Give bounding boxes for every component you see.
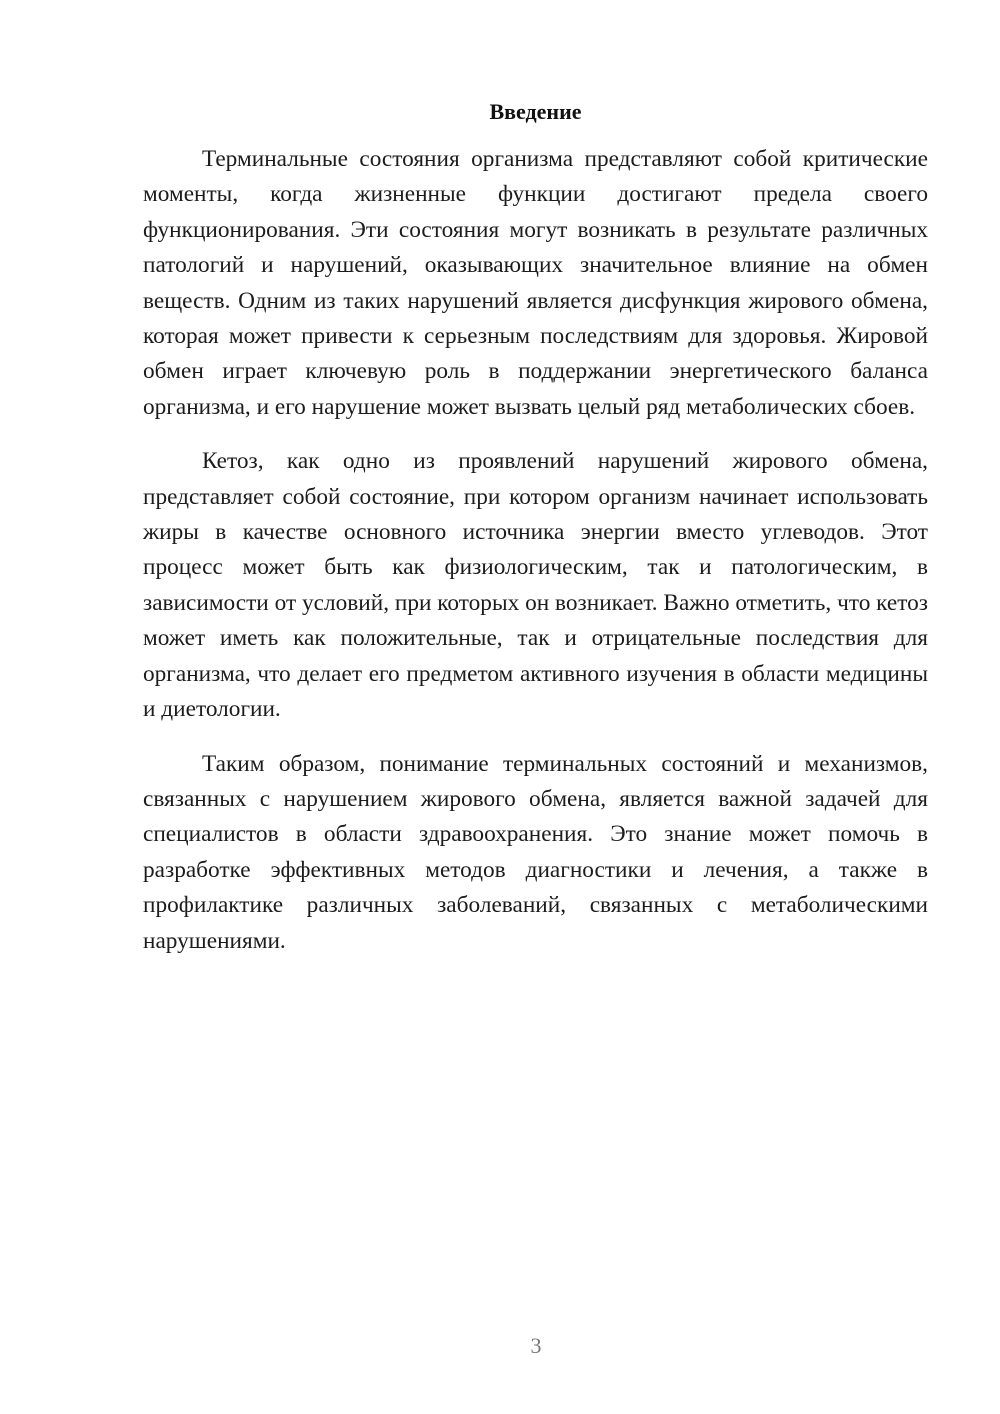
paragraph-3: Таким образом, понимание терминальных состояний и механизмов, связанных с нарушением жирового обмена, является важной задачей для специалистов в области здравоохранения. Это знание может помочь в разработке эффективных методов диагностики и лечения, а также в профилактике различных заболеваний, связанных с метаболическими нарушениями. xyxy=(143,750,928,954)
page-number: 3 xyxy=(530,1333,542,1358)
body-text xyxy=(143,142,928,978)
paragraph-1: Терминальные состояния организма представляют собой критические моменты, когда жизненные функции достигают предела своего функционирования. Эти состояния могут возникать в результате различных патологий и нарушений, оказывающих значительное влияние на обмен веществ. Одним из таких нарушений является дисфункция жирового обмена, которая может привести к серьезным последствиям для здоровья. Жировой обмен играет ключевую роль в поддержании энергетического баланса организма, и его нарушение может вызвать целый ряд метаболических сбоев. xyxy=(143,146,928,420)
section-heading: Введение xyxy=(489,99,582,124)
paragraph-2: Кетоз, как одно из проявлений нарушений жирового обмена, представляет собой состояние, при котором организм начинает использовать жиры в качестве основного источника энергии вместо углеводов. Этот процесс может быть как физиологическим, так и патологическим, в зависимости от условий, при которых он возникает. Важно отметить, что кетоз может иметь как положительные, так и отрицательные последствия для организма, что делает его предметом активного изучения в области медицины и диетологии. xyxy=(143,448,928,723)
